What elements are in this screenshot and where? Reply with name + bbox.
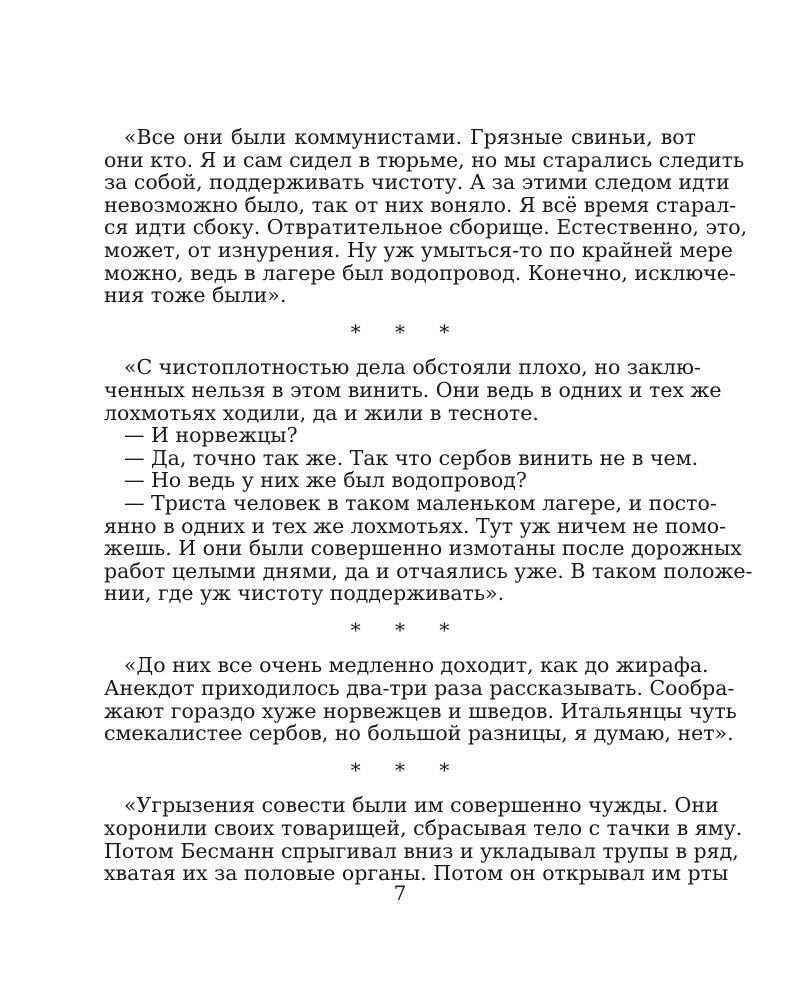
paragraph-3 — [104, 653, 737, 746]
text-line: «Все они были коммунистами. Грязные свиньи, вот — [124, 125, 696, 149]
text-line: хоронили своих товарищей, сбрасывая тело с тачки в яму. — [104, 816, 743, 841]
text-line: жешь. И они были совершенно измотаны после дорожных — [104, 536, 742, 561]
section-separator: * * * — [350, 617, 464, 642]
text-line: ченных нельзя в этом винить. Они ведь в одних и тех же — [104, 377, 722, 402]
dialog-line: — И норвежцы? — [124, 423, 298, 448]
text-line: «Угрызения совести были им совершенно чужды. Они — [124, 793, 719, 818]
text-line: можно, ведь в лагере был водопровод. Конечно, исключе- — [104, 260, 736, 285]
dialog-line: — Триста человек в таком маленьком лагере, и посто- — [124, 490, 717, 515]
text-line: жают гораздо хуже норвежцев и шведов. Итальянцы чуть — [104, 698, 737, 723]
page-number: 7 — [393, 881, 407, 905]
section-separator: * * * — [350, 319, 464, 344]
dialog-line: — Да, точно так же. Так что сербов винить не в чем. — [124, 445, 699, 470]
dialog-line: — Но ведь у них же был водопровод? — [124, 468, 527, 493]
text-line: лохмотьях ходили, да и жили в тесноте. — [104, 400, 539, 425]
text-line: Потом Бесманн спрыгивал вниз и укладывал трупы в ряд, — [104, 838, 739, 863]
text-line: может, от изнурения. Ну уж умыться-то по крайней мере — [104, 237, 733, 262]
text-line: ся идти сбоку. Отвратительное сборище. Естественно, это, — [104, 215, 748, 240]
text-line: нии, где уж чистоту поддерживать». — [104, 581, 505, 606]
section-separator: * * * — [350, 757, 464, 782]
text-line: ния тоже были». — [104, 283, 287, 308]
paragraph-1 — [104, 125, 748, 308]
page-body — [104, 125, 753, 886]
text-line: невозможно было, так от них воняло. Я всё время старал- — [104, 192, 737, 217]
text-line: «До них все очень медленно доходит, как до жирафа. — [124, 653, 709, 678]
text-line: янно в одних и тех же лохмотьях. Тут уж ничем не помо- — [104, 513, 727, 538]
text-line: они кто. Я и сам сидел в тюрьме, но мы старались следить — [104, 147, 745, 172]
text-line: за собой, поддерживать чистоту. А за этими следом идти — [104, 170, 730, 195]
text-line: хватая их за половые органы. Потом он открывал им рты — [104, 861, 729, 886]
text-line: «С чистоплотностью дела обстояли плохо, но заклю- — [124, 355, 701, 380]
text-line: работ целыми днями, да и отчаялись уже. В таком положе- — [104, 558, 753, 583]
text-line: смекалистее сербов, но большой разницы, я думаю, нет». — [104, 721, 734, 746]
text-line: Анекдот приходилось два-три раза рассказывать. Сообра- — [104, 676, 735, 701]
paragraph-2 — [104, 355, 753, 606]
paragraph-4 — [104, 793, 743, 886]
